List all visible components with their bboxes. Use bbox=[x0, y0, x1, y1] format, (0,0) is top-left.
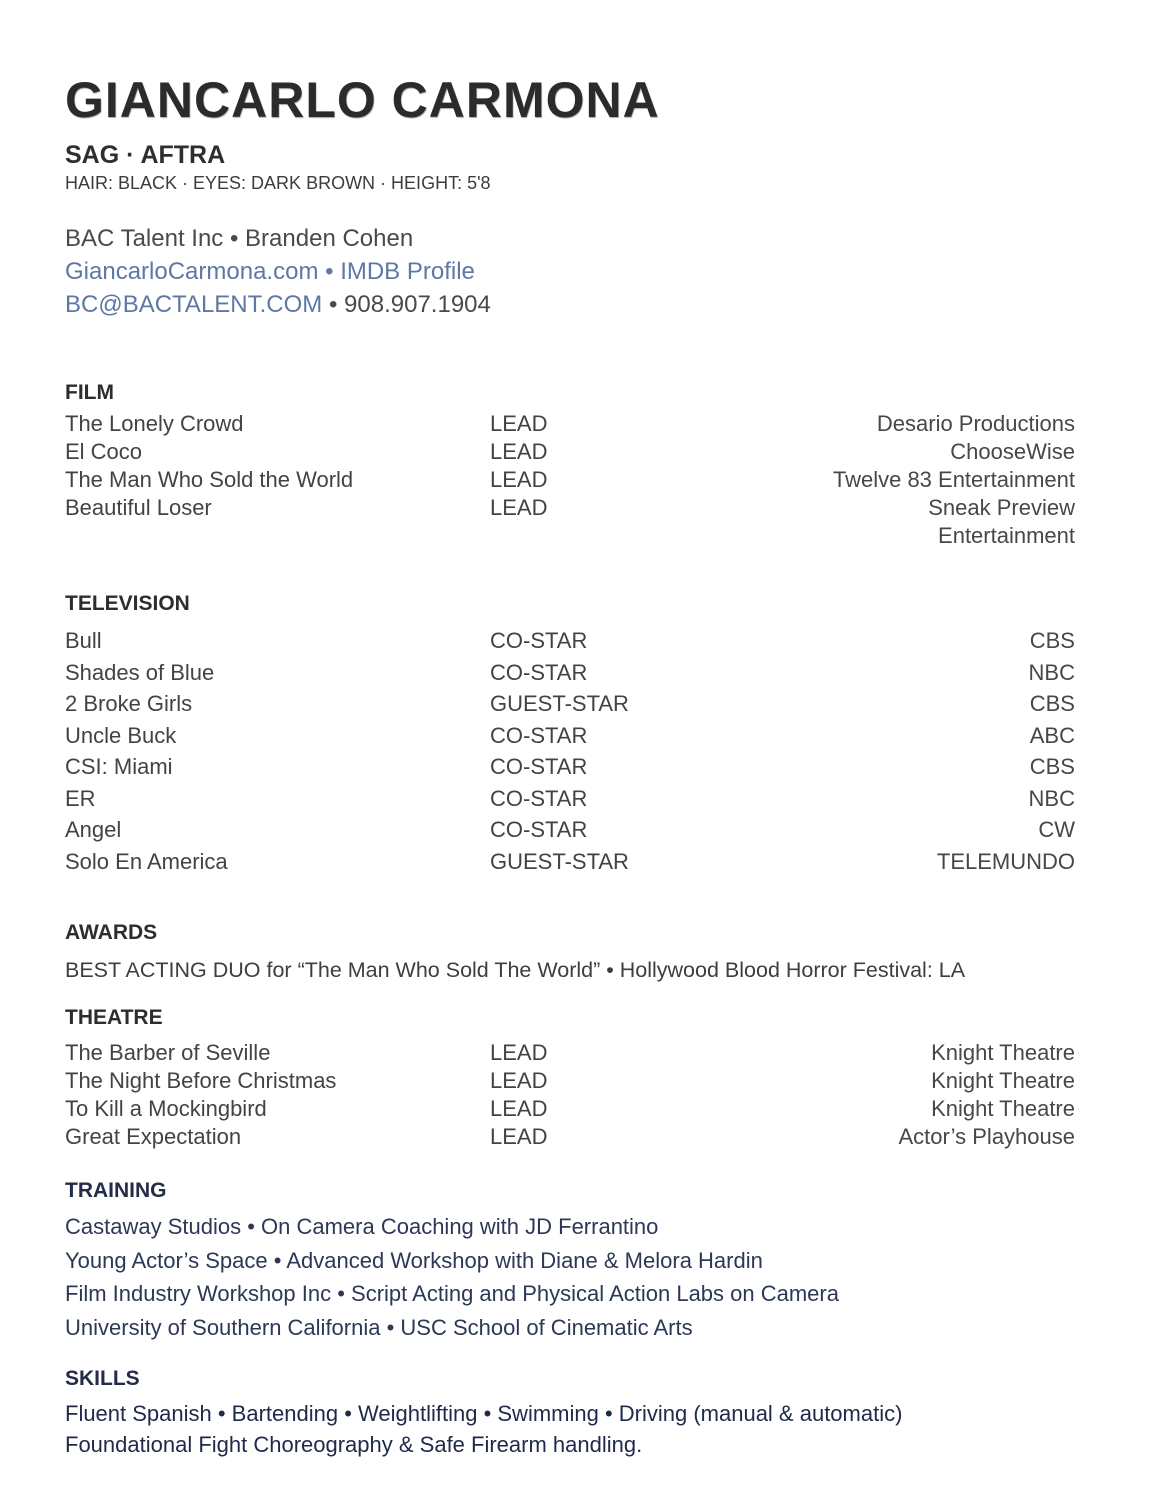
table-row bbox=[65, 494, 1075, 550]
company: Desario Productions bbox=[876, 411, 1075, 436]
theatre-table bbox=[65, 1039, 1075, 1151]
venue: Knight Theatre bbox=[931, 1040, 1075, 1065]
production-title: The Man Who Sold the World bbox=[65, 467, 354, 492]
role: CO-STAR bbox=[490, 628, 588, 653]
venue: Knight Theatre bbox=[931, 1068, 1075, 1093]
skills-list bbox=[65, 1398, 1075, 1460]
venue: Actor’s Playhouse bbox=[898, 1124, 1075, 1149]
role: LEAD bbox=[490, 439, 548, 464]
film-section-header: FILM bbox=[65, 381, 114, 404]
role: LEAD bbox=[490, 1096, 548, 1121]
table-row bbox=[65, 720, 1075, 752]
role: GUEST-STAR bbox=[490, 691, 629, 716]
table-row bbox=[65, 657, 1075, 689]
page-title: GIANCARLO CARMONA bbox=[65, 72, 660, 128]
list-item: Castaway Studios • On Camera Coaching with JD Ferrantino bbox=[65, 1214, 659, 1239]
production-title: ER bbox=[65, 785, 96, 811]
role: GUEST-STAR bbox=[490, 848, 629, 874]
table-row bbox=[65, 625, 1075, 657]
network: TELEMUNDO bbox=[936, 848, 1075, 874]
union-affiliations: SAG · AFTRA bbox=[65, 141, 226, 169]
company: ChooseWise bbox=[950, 439, 1075, 464]
production-title: El Coco bbox=[65, 439, 143, 464]
production-title: 2 Broke Girls bbox=[65, 691, 193, 716]
table-row bbox=[65, 438, 1075, 466]
table-row bbox=[65, 814, 1075, 846]
role: CO-STAR bbox=[490, 754, 588, 779]
role: LEAD bbox=[490, 1068, 548, 1093]
bullet-separator: • bbox=[325, 258, 334, 285]
contact-block bbox=[65, 222, 1075, 321]
television-section bbox=[65, 592, 1075, 877]
venue: Knight Theatre bbox=[931, 1096, 1075, 1121]
company: Sneak Preview Entertainment bbox=[928, 495, 1075, 548]
role: LEAD bbox=[490, 495, 548, 520]
training-list bbox=[65, 1210, 1075, 1344]
production-title: The Night Before Christmas bbox=[65, 1068, 337, 1093]
list-item: Fluent Spanish • Bartending • Weightlifting • Swimming • Driving (manual & automatic) bbox=[65, 1401, 903, 1426]
table-row bbox=[65, 1039, 1075, 1067]
role: CO-STAR bbox=[490, 785, 588, 811]
production-title: The Lonely Crowd bbox=[65, 411, 244, 436]
physical-stats: HAIR: BLACK · EYES: DARK BROWN · HEIGHT: 5'8 bbox=[65, 173, 491, 193]
film-table bbox=[65, 410, 1075, 550]
network: CW bbox=[1038, 817, 1075, 842]
production-title: Great Expectation bbox=[65, 1124, 242, 1149]
production-title: Bull bbox=[65, 628, 102, 653]
television-table bbox=[65, 625, 1075, 877]
film-section bbox=[65, 381, 1075, 550]
email-phone-line bbox=[65, 288, 1075, 321]
award-entry: BEST ACTING DUO for “The Man Who Sold The World” • Hollywood Blood Horror Festival: LA bbox=[65, 958, 966, 982]
role: LEAD bbox=[490, 1040, 548, 1065]
production-title: CSI: Miami bbox=[65, 754, 173, 779]
role: CO-STAR bbox=[490, 659, 588, 685]
role: LEAD bbox=[490, 411, 548, 436]
role: LEAD bbox=[490, 1124, 548, 1149]
network: CBS bbox=[1029, 754, 1075, 779]
imdb-profile-link[interactable]: IMDB Profile bbox=[340, 258, 475, 285]
table-row bbox=[65, 1123, 1075, 1151]
role: CO-STAR bbox=[490, 722, 588, 748]
website-link[interactable]: GiancarloCarmona.com bbox=[65, 258, 319, 285]
phone-number: 908.907.1904 bbox=[344, 291, 491, 318]
network: NBC bbox=[1028, 785, 1075, 811]
list-item: University of Southern California • USC School of Cinematic Arts bbox=[65, 1314, 693, 1340]
training-section-header: TRAINING bbox=[65, 1179, 167, 1202]
network: NBC bbox=[1028, 659, 1075, 685]
table-row bbox=[65, 688, 1075, 720]
table-row bbox=[65, 751, 1075, 783]
training-section bbox=[65, 1179, 1075, 1344]
production-title: To Kill a Mockingbird bbox=[65, 1096, 267, 1121]
table-row bbox=[65, 783, 1075, 815]
company: Twelve 83 Entertainment bbox=[832, 467, 1075, 492]
agency-line: BAC Talent Inc • Branden Cohen bbox=[65, 225, 414, 252]
email-link[interactable]: BC@BACTALENT.COM bbox=[65, 291, 323, 318]
theatre-section-header: THEATRE bbox=[65, 1006, 163, 1029]
table-row bbox=[65, 846, 1075, 878]
role: LEAD bbox=[490, 467, 548, 492]
production-title: The Barber of Seville bbox=[65, 1040, 271, 1065]
web-links-line bbox=[65, 255, 1075, 288]
table-row bbox=[65, 1067, 1075, 1095]
role: CO-STAR bbox=[490, 817, 588, 842]
theatre-section bbox=[65, 1006, 1075, 1151]
awards-section bbox=[65, 921, 1075, 982]
list-item: Foundational Fight Choreography & Safe Firearm handling. bbox=[65, 1432, 643, 1457]
skills-section bbox=[65, 1367, 1075, 1460]
skills-section-header: SKILLS bbox=[65, 1367, 140, 1390]
production-title: Angel bbox=[65, 817, 122, 842]
network: CBS bbox=[1029, 691, 1075, 716]
production-title: Shades of Blue bbox=[65, 659, 215, 685]
awards-section-header: AWARDS bbox=[65, 921, 158, 944]
table-row bbox=[65, 1095, 1075, 1123]
network: ABC bbox=[1029, 722, 1075, 748]
network: CBS bbox=[1029, 628, 1075, 653]
television-section-header: TELEVISION bbox=[65, 592, 190, 615]
production-title: Solo En America bbox=[65, 848, 228, 874]
bullet-separator: • bbox=[328, 291, 338, 318]
production-title: Beautiful Loser bbox=[65, 495, 212, 520]
production-title: Uncle Buck bbox=[65, 722, 177, 748]
table-row bbox=[65, 466, 1075, 494]
table-row bbox=[65, 410, 1075, 438]
list-item: Young Actor’s Space • Advanced Workshop with Diane & Melora Hardin bbox=[65, 1247, 763, 1273]
list-item: Film Industry Workshop Inc • Script Acting and Physical Action Labs on Camera bbox=[65, 1281, 839, 1306]
